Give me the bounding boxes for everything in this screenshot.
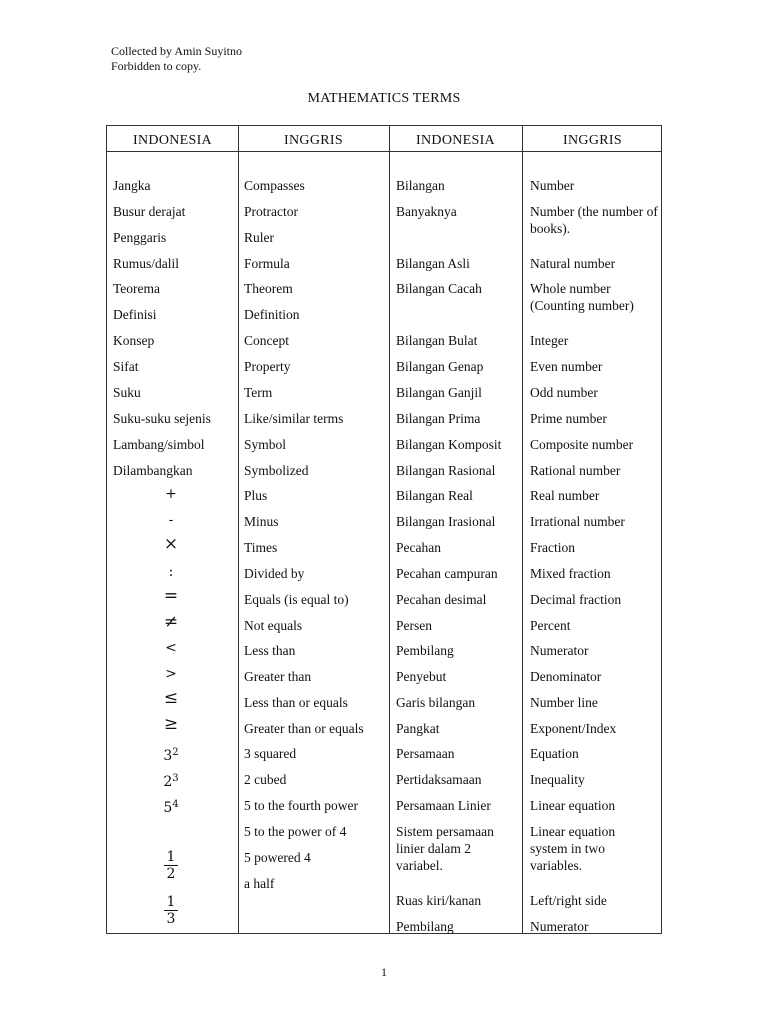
- term-en: Not equals: [244, 618, 303, 633]
- power-exponent: 3: [172, 773, 179, 784]
- term-en: 5 to the power of 4: [244, 824, 347, 839]
- term-id: Bilangan Irasional: [396, 514, 496, 529]
- term-en: Number (the number of books).: [530, 204, 658, 236]
- term-id: Bilangan Real: [396, 488, 473, 503]
- term-en: Greater than: [244, 669, 312, 684]
- term-en: Real number: [530, 488, 600, 503]
- term-en: Plus: [244, 488, 268, 503]
- term-id: Teorema: [113, 281, 161, 296]
- term-en: Equation: [530, 746, 579, 761]
- term-en: Less than or equals: [244, 695, 348, 710]
- term-en: Natural number: [530, 256, 616, 271]
- term-id: Garis bilangan: [396, 695, 476, 710]
- term-en: Mixed fraction: [530, 566, 611, 581]
- term-id: Bilangan Prima: [396, 411, 481, 426]
- less-than-symbol: <: [165, 640, 177, 656]
- term-id: Bilangan Rasional: [396, 463, 496, 478]
- term-en: Term: [244, 385, 273, 400]
- term-id: Jangka: [113, 178, 151, 193]
- term-en: 2 cubed: [244, 772, 287, 787]
- term-id: Busur derajat: [113, 204, 186, 219]
- less-equal-symbol: ≤: [163, 688, 179, 708]
- fraction-numerator: 1: [166, 894, 176, 910]
- fraction-denominator: 3: [166, 911, 176, 927]
- term-en: Exponent/Index: [530, 721, 617, 736]
- term-id: Pembilang: [396, 643, 454, 658]
- copy-notice: Forbidden to copy.: [111, 59, 202, 73]
- term-en: Theorem: [244, 281, 293, 296]
- fraction-one-third: [106, 895, 236, 927]
- term-id: Pembilang: [396, 919, 454, 934]
- term-en: Integer: [530, 333, 569, 348]
- term-id: Bilangan: [396, 178, 445, 193]
- term-id: Lambang/simbol: [113, 437, 205, 452]
- term-en: Divided by: [244, 566, 305, 581]
- term-en: Compasses: [244, 178, 305, 193]
- col-header-indonesia-2: INDONESIA: [416, 133, 495, 148]
- term-id: Pecahan: [396, 540, 441, 555]
- term-en: Ruler: [244, 230, 274, 245]
- power-base: 3: [163, 748, 173, 764]
- term-en: Even number: [530, 359, 603, 374]
- term-en: Definition: [244, 307, 300, 322]
- term-id: Rumus/dalil: [113, 256, 180, 271]
- term-id: Pecahan desimal: [396, 592, 487, 607]
- term-id: Bilangan Genap: [396, 359, 484, 374]
- term-id: Ruas kiri/kanan: [396, 893, 482, 908]
- term-en: Number line: [530, 695, 598, 710]
- col-header-inggris-2: INGGRIS: [563, 133, 622, 148]
- greater-than-symbol: >: [165, 666, 177, 682]
- term-en: 3 squared: [244, 746, 297, 761]
- term-id: Penggaris: [113, 230, 167, 245]
- power-expression: [106, 796, 236, 817]
- column-divider: [238, 126, 239, 933]
- term-id: Konsep: [113, 333, 155, 348]
- divide-symbol: :: [168, 564, 174, 580]
- term-en: Inequality: [530, 772, 585, 787]
- term-id: Bilangan Ganjil: [396, 385, 482, 400]
- col-header-inggris-1: INGGRIS: [284, 133, 343, 148]
- term-id: Pangkat: [396, 721, 440, 736]
- term-en: Times: [244, 540, 278, 555]
- term-en: Concept: [244, 333, 289, 348]
- minus-symbol: -: [168, 512, 174, 528]
- power-exponent: 4: [172, 799, 179, 810]
- term-en: Rational number: [530, 463, 621, 478]
- term-id: Pecahan campuran: [396, 566, 498, 581]
- plus-symbol: +: [165, 486, 177, 502]
- term-en: Protractor: [244, 204, 298, 219]
- term-id: Persamaan Linier: [396, 798, 491, 813]
- term-en: Formula: [244, 256, 290, 271]
- term-en: Fraction: [530, 540, 575, 555]
- fraction-denominator: 2: [166, 866, 176, 882]
- term-en: Number: [530, 178, 575, 193]
- col-header-indonesia-1: INDONESIA: [133, 133, 212, 148]
- term-en: Property: [244, 359, 291, 374]
- fraction-one-half: [106, 850, 236, 882]
- term-id: Suku-suku sejenis: [113, 411, 211, 426]
- header-divider: [107, 151, 661, 152]
- term-en: 5 to the fourth power: [244, 798, 358, 813]
- power-expression: [106, 770, 236, 791]
- not-equals-symbol: ≠: [163, 612, 179, 632]
- term-en: Percent: [530, 618, 571, 633]
- fraction-numerator: 1: [166, 849, 176, 865]
- term-en: Symbolized: [244, 463, 309, 478]
- term-id: Banyaknya: [396, 204, 457, 219]
- term-en: Linear equation: [530, 798, 616, 813]
- term-en: Left/right side: [530, 893, 607, 908]
- page-number: 1: [381, 965, 387, 979]
- term-en: Prime number: [530, 411, 607, 426]
- column-divider: [522, 126, 523, 933]
- collector-note: Collected by Amin Suyitno: [111, 44, 242, 58]
- term-id: Sistem persamaan linier dalam 2 variabel.: [396, 824, 494, 873]
- term-en: Minus: [244, 514, 279, 529]
- term-en: 5 powered 4: [244, 850, 311, 865]
- term-id: Persen: [396, 618, 432, 633]
- term-id: Definisi: [113, 307, 157, 322]
- term-en: Numerator: [530, 643, 589, 658]
- header-note: [111, 44, 242, 74]
- greater-equal-symbol: ≥: [163, 714, 179, 734]
- term-id: Bilangan Asli: [396, 256, 470, 271]
- term-id: Bilangan Komposit: [396, 437, 502, 452]
- term-en: Whole number (Counting number): [530, 281, 634, 313]
- term-en: Equals (is equal to): [244, 592, 349, 607]
- term-en: Like/similar terms: [244, 411, 344, 426]
- term-id: Bilangan Bulat: [396, 333, 478, 348]
- term-id: Suku: [113, 385, 141, 400]
- term-en: a half: [244, 876, 275, 891]
- term-en: Odd number: [530, 385, 598, 400]
- page-title: MATHEMATICS TERMS: [307, 91, 461, 106]
- power-exponent: 2: [172, 747, 179, 758]
- term-en: Composite number: [530, 437, 634, 452]
- term-en: Denominator: [530, 669, 602, 684]
- term-en: Symbol: [244, 437, 287, 452]
- term-en: Irrational number: [530, 514, 625, 529]
- equals-symbol: =: [163, 586, 179, 606]
- term-en: Numerator: [530, 919, 589, 934]
- column-divider: [389, 126, 390, 933]
- term-en: Linear equation system in two variables.: [530, 824, 616, 873]
- term-id: Penyebut: [396, 669, 447, 684]
- power-base: 5: [163, 800, 173, 816]
- power-base: 2: [163, 774, 173, 790]
- term-id: Bilangan Cacah: [396, 281, 482, 296]
- term-id: Persamaan: [396, 746, 455, 761]
- term-en: Greater than or equals: [244, 721, 364, 736]
- times-symbol: ×: [163, 534, 179, 554]
- term-id: Sifat: [113, 359, 139, 374]
- power-expression: [106, 744, 236, 765]
- term-en: Decimal fraction: [530, 592, 622, 607]
- term-id: Pertidaksamaan: [396, 772, 482, 787]
- term-en: Less than: [244, 643, 296, 658]
- term-id: Dilambangkan: [113, 463, 193, 478]
